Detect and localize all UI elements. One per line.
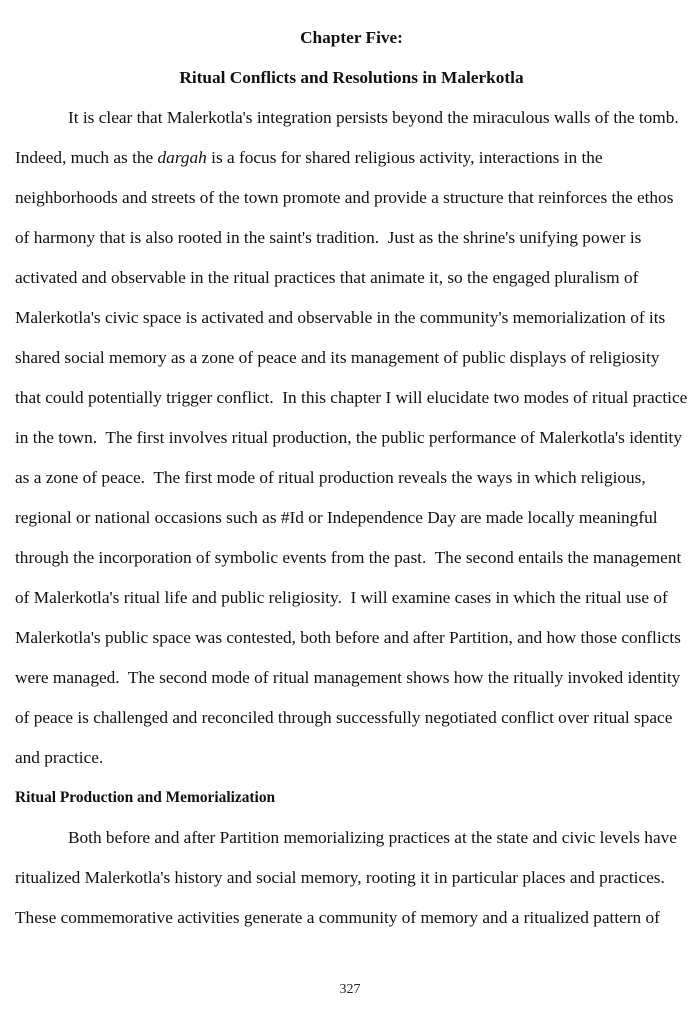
para1-line-6: Malerkotla's civic space is activated and observable in the community's memorialization of its xyxy=(15,308,666,327)
para1-line-5: activated and observable in the ritual practices that animate it, so the engaged pluralism of xyxy=(15,268,639,287)
para1-line-2-post: is a focus for shared religious activity, interactions in the xyxy=(206,148,603,167)
para1-line-3: neighborhoods and streets of the town promote and provide a structure that reinforces the ethos xyxy=(15,188,674,207)
para1-line-15: were managed. The second mode of ritual management shows how the ritually invoked identity xyxy=(15,668,681,687)
para1-line-17: and practice. xyxy=(15,748,104,767)
para1-line-4: of harmony that is also rooted in the saint's tradition. Just as the shrine's unifying power is xyxy=(15,228,642,247)
para1-line-14: Malerkotla's public space was contested, both before and after Partition, and how those conflicts xyxy=(15,628,681,647)
para2-line-3: These commemorative activities generate a community of memory and a ritualized pattern of xyxy=(15,908,660,927)
para1-line-2 xyxy=(15,138,688,178)
para2-line-1: Both before and after Partition memorializing practices at the state and civic levels have xyxy=(68,828,677,847)
para1-line-8: that could potentially trigger conflict. In this chapter I will elucidate two modes of ritual practice xyxy=(15,388,688,407)
section-heading: Ritual Production and Memorialization xyxy=(15,789,276,806)
para1-line-16: of peace is challenged and reconciled through successfully negotiated conflict over ritual space xyxy=(15,708,673,727)
para1-line-2-pre: Indeed, much as the xyxy=(15,148,158,167)
chapter-title: Chapter Five: xyxy=(300,28,403,47)
para1-line-1: It is clear that Malerkotla's integration persists beyond the miraculous walls of the tomb. xyxy=(68,108,679,127)
paragraph-2 xyxy=(15,818,688,938)
paragraph-1 xyxy=(15,98,688,778)
para1-line-7: shared social memory as a zone of peace and its management of public displays of religiosity xyxy=(15,348,660,367)
para1-line-9: in the town. The first involves ritual production, the public performance of Malerkotla's identity xyxy=(15,428,682,447)
italic-term-dargah: dargah xyxy=(157,148,207,167)
para2-line-2: ritualized Malerkotla's history and social memory, rooting it in particular places and practices. xyxy=(15,868,665,887)
chapter-subtitle: Ritual Conflicts and Resolutions in Malerkotla xyxy=(179,68,524,87)
para1-line-12: through the incorporation of symbolic events from the past. The second entails the management xyxy=(15,548,682,567)
page-number: 327 xyxy=(339,982,361,997)
para1-line-10: as a zone of peace. The first mode of ritual production reveals the ways in which religious, xyxy=(15,468,646,487)
para1-line-11: regional or national occasions such as #Id or Independence Day are made locally meaningful xyxy=(15,508,658,527)
para1-line-13: of Malerkotla's ritual life and public religiosity. I will examine cases in which the ritual use of xyxy=(15,588,668,607)
